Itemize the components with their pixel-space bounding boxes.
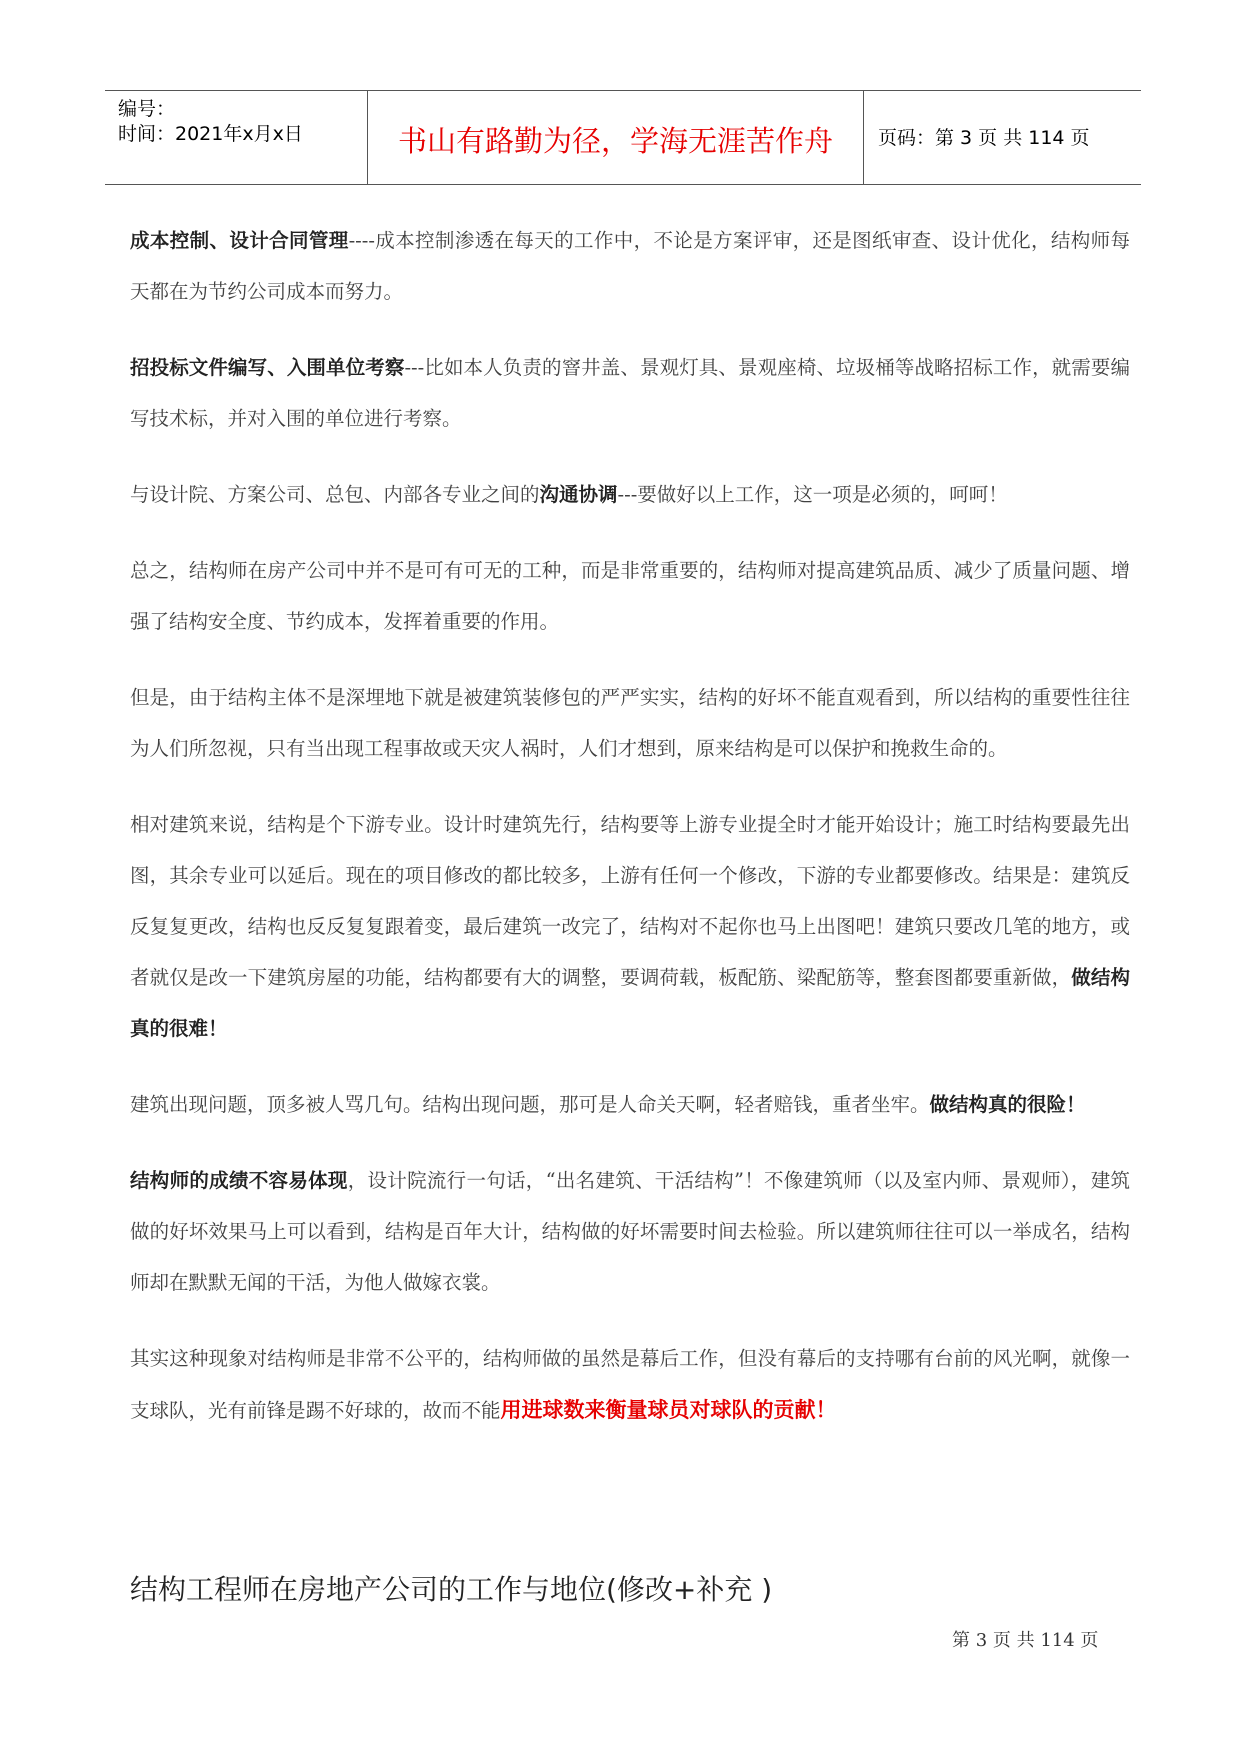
paragraph-cost-control bbox=[130, 215, 1130, 317]
header-motto-cell bbox=[368, 91, 864, 184]
paragraph-text: 与设计院、方案公司、总包、内部各专业之间的 bbox=[130, 483, 540, 506]
paragraph-coordination bbox=[130, 469, 1130, 520]
paragraph-emphasis: 沟通协调 bbox=[539, 483, 618, 506]
header-page-cell bbox=[864, 91, 1141, 184]
paragraph-fairness bbox=[130, 1333, 1130, 1436]
paragraph-heading: 结构师的成绩不容易体现 bbox=[130, 1169, 348, 1192]
paragraph-text: ，设计院流行一句话，“出名建筑、干活结构”！不像建筑师（以及室内师、景观师），建筑做的好坏效果马上可以看到，结构是百年大计，结构做的好坏需要时间去检验。所以建筑师往往可以一举成名，结构师却在默默无闻的干活，为他人做嫁衣裳。 bbox=[130, 1169, 1130, 1294]
paragraph-recognition bbox=[130, 1155, 1130, 1308]
paragraph-text: 但是，由于结构主体不是深埋地下就是被建筑装修包的严严实实，结构的好坏不能直观看到，所以结构的重要性往往为人们所忽视，只有当出现工程事故或天灾人祸时，人们才想到，原来结构是可以保护和挽救生命的。 bbox=[130, 686, 1130, 760]
header-info-cell bbox=[105, 91, 368, 184]
header-motto: 书山有路勤为径，学海无涯苦作舟 bbox=[397, 124, 833, 158]
paragraph-text: 其实这种现象对结构师是非常不公平的，结构师做的虽然是幕后工作，但没有幕后的支持哪有台前的风光啊，就像一支球队，光有前锋是踢不好球的，故而不能 bbox=[130, 1347, 1130, 1422]
paragraph-text: 建筑出现问题，顶多被人骂几句。结构出现问题，那可是人命关天啊，轻者赔钱，重者坐牢。 bbox=[130, 1093, 930, 1116]
section-title: 结构工程师在房地产公司的工作与地位(修改+补充 ) bbox=[130, 1573, 773, 1606]
paragraph-red-emphasis: 用进球数来衡量球员对球队的贡献！ bbox=[500, 1397, 837, 1422]
document-number-label: 编号： bbox=[118, 98, 176, 120]
document-time-label: 时间：2021年x月x日 bbox=[118, 123, 303, 145]
paragraph-emphasis: 做结构真的很险！ bbox=[929, 1093, 1086, 1116]
page-header bbox=[105, 90, 1141, 185]
paragraph-text: ----成本控制渗透在每天的工作中，不论是方案评审，还是图纸审查、设计优化，结构师每天都在为节约公司成本而努力。 bbox=[130, 229, 1130, 303]
paragraph-text: 相对建筑来说，结构是个下游专业。设计时建筑先行，结构要等上游专业提全时才能开始设计；施工时结构要最先出图，其余专业可以延后。现在的项目修改的都比较多，上游有任何一个修改，下游的专业都要修改。结果是：建筑反反复复更改，结构也反反复复跟着变，最后建筑一改完了，结构对不起你也马上出图吧！建筑只要改几笔的地方，或者就仅是改一下建筑房屋的功能，结构都要有大的调整，要调荷载，板配筋、梁配筋等，整套图都要重新做， bbox=[130, 813, 1130, 989]
paragraph-heading: 招投标文件编写、入围单位考察 bbox=[130, 356, 405, 379]
header-page-number: 页码：第 3 页 共 114 页 bbox=[878, 127, 1090, 149]
paragraph-summary bbox=[130, 545, 1130, 647]
paragraph-text: ---比如本人负责的窨井盖、景观灯具、景观座椅、垃圾桶等战略招标工作，就需要编写技术标，并对入围的单位进行考察。 bbox=[130, 356, 1130, 430]
paragraph-emphasis: 做结构真的很难！ bbox=[130, 966, 1130, 1040]
paragraph-heading: 成本控制、设计合同管理 bbox=[130, 229, 349, 252]
page-footer: 第 3 页 共 114 页 bbox=[952, 1630, 1099, 1651]
paragraph-downstream bbox=[130, 799, 1130, 1054]
paragraph-text: ---要做好以上工作，这一项是必须的，呵呵！ bbox=[617, 483, 1008, 506]
paragraph-importance bbox=[130, 672, 1130, 774]
paragraph-bidding bbox=[130, 342, 1130, 444]
paragraph-text: 总之，结构师在房产公司中并不是可有可无的工种，而是非常重要的，结构师对提高建筑品质、减少了质量问题、增强了结构安全度、节约成本，发挥着重要的作用。 bbox=[130, 559, 1130, 633]
paragraph-risk bbox=[130, 1079, 1130, 1130]
document-body bbox=[130, 215, 1130, 1461]
